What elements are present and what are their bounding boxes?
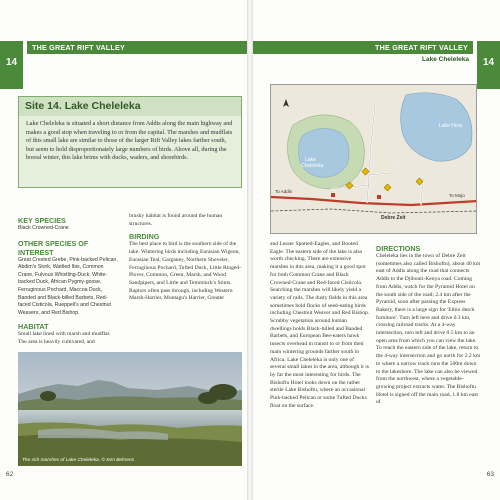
map-drawing	[271, 85, 477, 234]
label-to-addis: To Addis	[275, 189, 293, 194]
label-cheleleka: Cheleleka	[301, 163, 324, 169]
lake-cheleleka-shape	[299, 128, 350, 177]
photo-caption: The rich marshes of Lake Cheleleka. © Ken Behrens	[22, 458, 135, 463]
birding-text: The best place to bird is the southern side of the lake. Wintering birds including Eurasian Wigeon, Eurasian Teal, Garganey, Northern Shoveler, Ferruginous Pochard, Tufted Duck, Little Ringed-Plover, Common, Green, Marsh, and Wood Sandpipers, and Little and Temminck's Stints. Raptors often pass through, including Western Marsh-Harrier, Montagu's Harrier, Greater	[129, 241, 242, 302]
site-title: Site 14. Lake Cheleleka	[19, 97, 241, 116]
birding-heading: BIRDING	[129, 232, 160, 242]
label-lake-hora: Lake Hora	[439, 123, 463, 129]
label-to-mojo: To Mojo	[449, 193, 465, 198]
right-column-2	[376, 241, 481, 407]
left-column-2	[129, 213, 242, 303]
site-intro-box	[18, 96, 242, 188]
site-description: Lake Cheleleka is situated a short distance from Addis along the main highway and makes a good stop when traveling to or from the capital. The marshes and mudflats of this small lake are similar to those of the larger Rift Valley lakes farther south, but seem to hold disproportionately large numbers of birds. Above all, during the boreal winter, this lake brims with ducks, waders, and shorebirds.	[26, 120, 233, 162]
habitat-continued: brushy habitat is found around the human structures.	[129, 213, 223, 227]
right-column-1	[270, 241, 370, 410]
chapter-tab-right: 14	[477, 41, 500, 89]
directions-text: Cheleleka lies in the town of Debre Zeit (sometimes also called Bishoftu), about 40 km east of Addis along the road that connects Addis to the Djibouti-Kenya road. Coming from Addis, watch for the Pyramid Hotel on the south side of the road; 2.4 km after the Pyramid, soon after passing the Express Bakery, there is a large sign for 'Ethio dutch furniture'. Turn left here and drive 0.3 km, crossing railroad tracks. At a 4-way intersection, turn left and drive 0.5 km to an open area from which you can view the lake. To reach the eastern side of the lake, return to the 4-way intersection and go north for 2.2 km to where a narrow track runs the 500m down to the lakeshore. The lake can also be viewed from the northwest, where a vegetable-growing project extracts water. The Bishoftu Hotel is signed off the main road, 1.8 km east of	[376, 253, 481, 406]
label-lake-cheleleka: Lake	[305, 157, 316, 163]
habitat-text: Small lake lined with marsh and mudflat. The area is heavily cultivated, and	[18, 331, 111, 346]
other-species-text: Great Crested Grebe, Pink-backed Pelican, Abdim's Stork, Wattled Ibis, Common Crane, Fulvous Whistling-Duck, White-backed Duck, African Pygmy-goose, Ferruginous Pochard, Maccoa Duck, Banded and Black-billed Barbets, Red-faced Cisticola, Rueppell's and Chestnut Weavers, and Red Bishop.	[18, 256, 118, 316]
page-number-right: 63	[486, 471, 494, 478]
chapter-header-right: THE GREAT RIFT VALLEY	[253, 41, 473, 54]
key-species-text: Black Crowned-Crane	[18, 225, 69, 231]
page-number-left: 62	[6, 471, 14, 478]
birding-continued: and Lesser Spotted-Eagles, and Booted Eagle. The eastern side of the lake is also worth checking. There are extensive marshes in this area, making it a good spot for both Common Crane and Black Crowned-Crane and Red-faced Cisticola. Searching the marshes will likely yield a variety of rails. The dusty fields in this area sometimes hold flocks of seed-eating birds including Chestnut Weaver and Red Bishop. Scrubby vegetation around human dwellings holds Black-billed and Banded Barbets, and European Bee-eaters hawk insects overhead in transit to or from their main wintering grounds farther south in Africa. Lake Cheleleka is only one of several small lakes in the area, although it is by far the most interesting for birds. The Bishoftu Hotel looks down on the rather sterile Lake Bishoftu, where an occasional Pink-backed Pelican or some Tufted Ducks float on the surface.	[270, 241, 370, 409]
lake-photo-image	[18, 352, 242, 466]
site-subheader: Lake Cheleleka	[422, 56, 469, 63]
right-page	[253, 0, 500, 500]
left-column-1	[18, 213, 120, 347]
directions-heading: DIRECTIONS	[376, 244, 421, 253]
habitat-heading: HABITAT	[18, 322, 49, 332]
site-map	[270, 84, 477, 234]
left-page	[0, 0, 247, 500]
key-species-heading: KEY SPECIES	[18, 216, 66, 225]
chapter-tab: 14	[0, 41, 23, 89]
other-species-heading: OTHER SPECIES OF INTEREST	[18, 238, 89, 257]
label-debre-zeit: Debre Zeit	[381, 215, 406, 221]
lake-photo	[18, 352, 242, 466]
chapter-header: THE GREAT RIFT VALLEY	[27, 41, 247, 54]
